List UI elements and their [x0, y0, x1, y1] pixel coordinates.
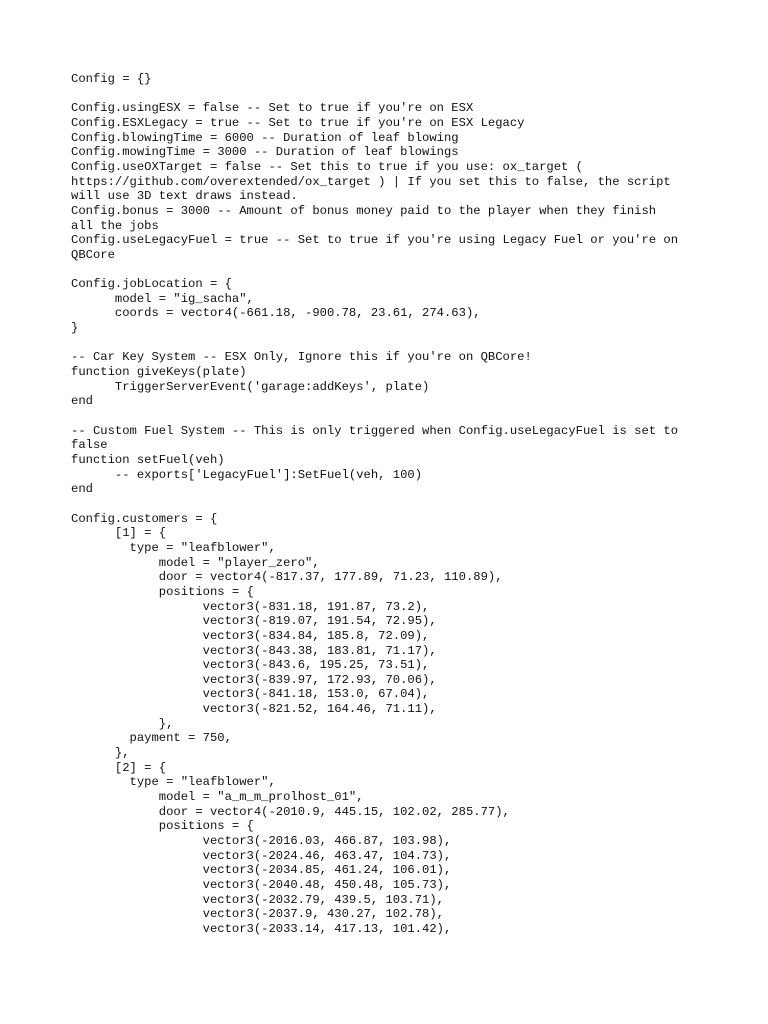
document-page [71, 72, 711, 937]
code-line: model = "ig_sacha", [71, 291, 254, 306]
code-line: vector3(-839.97, 172.93, 70.06), [71, 672, 437, 687]
code-line: type = "leafblower", [71, 540, 276, 555]
code-line: Config.ESXLegacy = true -- Set to true if you're on ESX Legacy [71, 115, 525, 130]
code-line: }, [71, 716, 174, 731]
code-line: all the jobs [71, 218, 159, 233]
blank-line [71, 263, 711, 278]
code-line: Config.jobLocation = { [71, 277, 232, 292]
code-line: QBCore [71, 247, 115, 262]
code-line: vector3(-819.07, 191.54, 72.95), [71, 614, 437, 629]
code-line: Config = {} [71, 72, 152, 86]
code-line: Config.bonus = 3000 -- Amount of bonus money paid to the player when they finish [71, 203, 657, 218]
blank-line [71, 336, 711, 351]
blank-line [71, 497, 711, 512]
code-line: Config.useOXTarget = false -- Set this to true if you use: ox_target ( [71, 159, 583, 174]
code-line: false [71, 438, 108, 453]
code-line: Config.mowingTime = 3000 -- Duration of leaf blowings [71, 145, 459, 160]
code-line: vector3(-843.38, 183.81, 71.17), [71, 643, 437, 658]
code-line: } [71, 321, 79, 336]
code-line: function setFuel(veh) [71, 453, 225, 467]
code-line: -- exports['LegacyFuel']:SetFuel(veh, 100) [71, 467, 423, 482]
code-line: vector3(-2040.48, 450.48, 105.73), [71, 878, 452, 893]
code-line: payment = 750, [71, 731, 232, 746]
code-line: door = vector4(-817.37, 177.89, 71.23, 110.89), [71, 570, 503, 585]
code-line: Config.customers = { [71, 511, 218, 526]
code-line: vector3(-2016.03, 466.87, 103.98), [71, 834, 452, 849]
code-line: model = "a_m_m_prolhost_01", [71, 790, 364, 805]
code-line: vector3(-2037.9, 430.27, 102.78), [71, 907, 444, 922]
code-line: vector3(-2024.46, 463.47, 104.73), [71, 848, 452, 863]
code-line: end [71, 482, 93, 497]
code-line: function giveKeys(plate) [71, 365, 247, 380]
code-line: https://github.com/overextended/ox_target ) | If you set this to false, the script [71, 174, 671, 189]
code-line: coords = vector4(-661.18, -900.78, 23.61, 274.63), [71, 306, 481, 321]
code-line: will use 3D text draws instead. [71, 189, 298, 204]
code-line: Config.blowingTime = 6000 -- Duration of leaf blowing [71, 130, 459, 145]
code-line: type = "leafblower", [71, 775, 276, 790]
code-line: vector3(-2033.14, 417.13, 101.42), [71, 921, 452, 936]
code-line: [2] = { [71, 760, 167, 775]
code-line: door = vector4(-2010.9, 445.15, 102.02, 285.77), [71, 804, 510, 819]
code-line: positions = { [71, 584, 254, 599]
blank-line [71, 409, 711, 424]
code-line: vector3(-821.52, 164.46, 71.11), [71, 702, 437, 717]
code-line: Config.usingESX = false -- Set to true if you're on ESX [71, 101, 474, 116]
code-line: -- Custom Fuel System -- This is only triggered when Config.useLegacyFuel is set to [71, 423, 679, 438]
code-line: vector3(-843.6, 195.25, 73.51), [71, 658, 430, 673]
code-line: vector3(-2034.85, 461.24, 106.01), [71, 863, 452, 878]
code-line: vector3(-841.18, 153.0, 67.04), [71, 687, 430, 702]
blank-line [71, 87, 711, 102]
code-line: Config.useLegacyFuel = true -- Set to true if you're using Legacy Fuel or you're on [71, 233, 679, 248]
code-line: end [71, 394, 93, 409]
code-line: vector3(-2032.79, 439.5, 103.71), [71, 892, 444, 907]
code-line: TriggerServerEvent('garage:addKeys', plate) [71, 379, 430, 394]
code-line: -- Car Key System -- ESX Only, Ignore this if you're on QBCore! [71, 350, 532, 365]
code-line: }, [71, 746, 130, 761]
code-line: vector3(-834.84, 185.8, 72.09), [71, 628, 430, 643]
code-line: model = "player_zero", [71, 555, 320, 570]
code-line: [1] = { [71, 526, 167, 541]
code-line: positions = { [71, 819, 254, 834]
code-line: vector3(-831.18, 191.87, 73.2), [71, 599, 430, 614]
code-listing [71, 72, 711, 937]
